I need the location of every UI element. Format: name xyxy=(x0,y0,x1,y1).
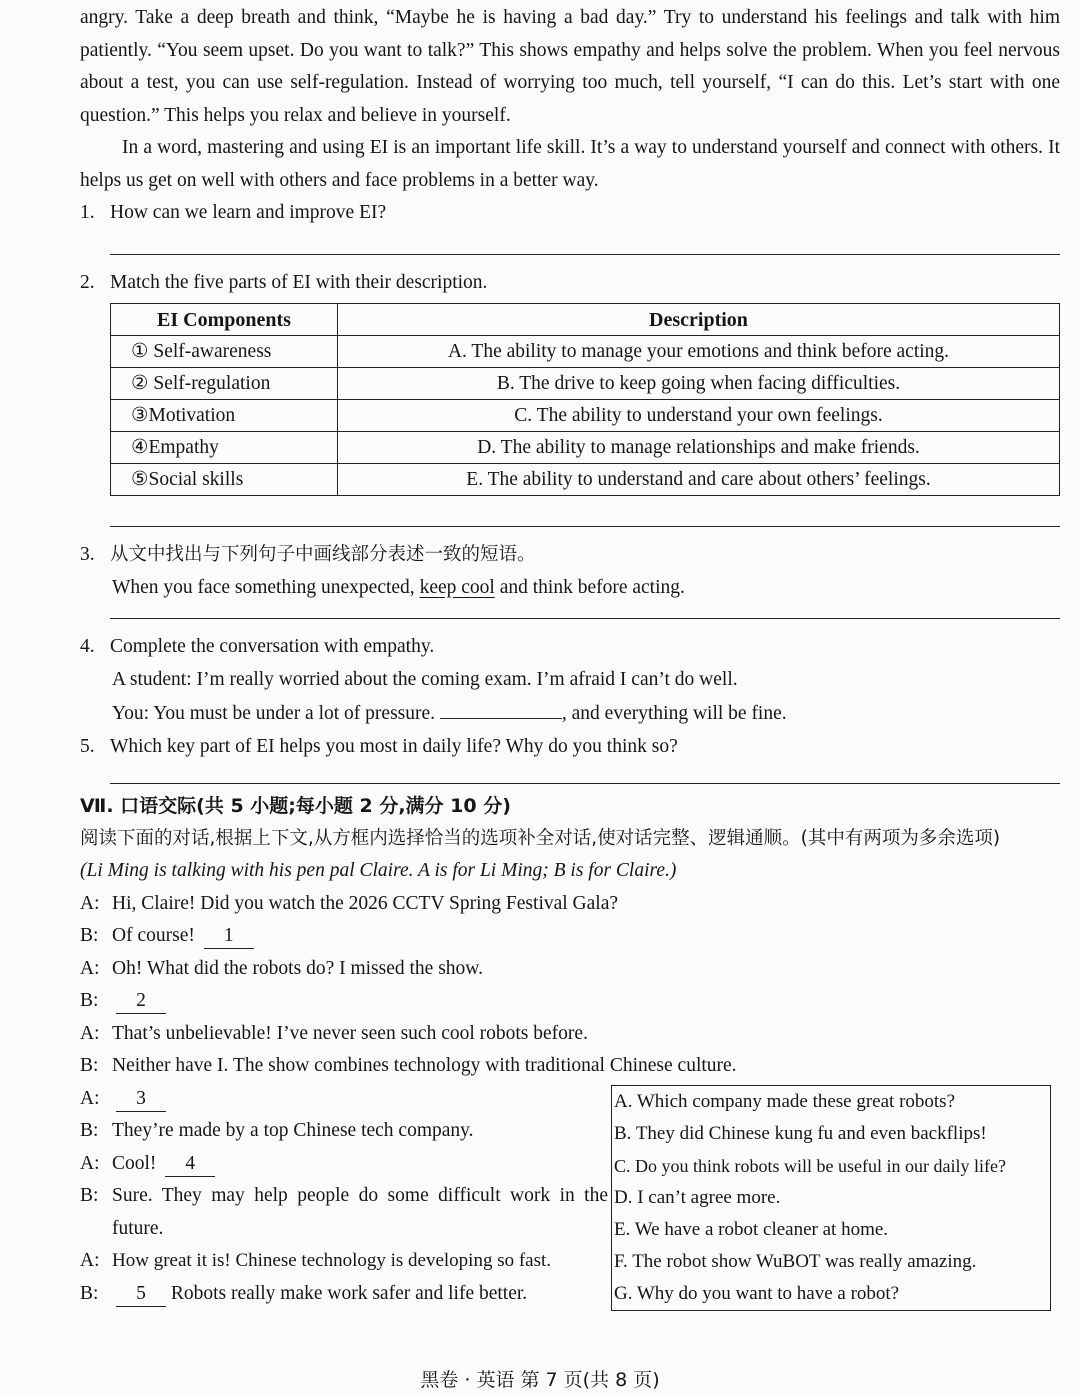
blank-5[interactable]: 5 xyxy=(116,1282,166,1307)
question-text: Complete the conversation with empathy. xyxy=(110,636,435,657)
question-3 xyxy=(80,539,1060,572)
description-cell: C. The ability to understand your own feelings. xyxy=(338,400,1060,432)
question-number: 5. xyxy=(80,735,95,757)
answer-line-1[interactable] xyxy=(110,254,1060,255)
question-text: 从文中找出与下列句子中画线部分表述一致的短语。 xyxy=(110,544,536,565)
conversation-line-2 xyxy=(112,696,1060,731)
question-4 xyxy=(80,631,1060,664)
passage-paragraph-2: In a word, mastering and using EI is an important life skill. It’s a way to understand yourself and connect with others. It helps us get on well with others and face problems in a better way. xyxy=(80,137,1060,191)
blank-3[interactable]: 3 xyxy=(116,1087,166,1112)
option-g[interactable]: G. Why do you want to have a robot? xyxy=(614,1282,900,1304)
question-1 xyxy=(80,197,1060,230)
dialogue-left xyxy=(80,1083,608,1311)
speaker-label: A: xyxy=(80,1022,100,1044)
dialogue-text: Robots really make work safer and life better. xyxy=(170,1282,528,1304)
question-5 xyxy=(80,731,1060,764)
dialogue-line xyxy=(80,985,1060,1018)
speaker-label: A: xyxy=(80,892,100,914)
blank-4[interactable]: 4 xyxy=(165,1152,215,1177)
speaker-label: B: xyxy=(80,1185,99,1206)
sentence-before: When you face something unexpected, xyxy=(112,576,415,598)
description-cell: E. The ability to understand and care about others’ feelings. xyxy=(338,464,1060,496)
question-number: 1. xyxy=(80,202,95,223)
answer-line-3[interactable] xyxy=(110,618,1060,619)
question-2 xyxy=(80,267,1060,300)
dialogue-line xyxy=(80,953,1060,986)
option-f[interactable]: F. The robot show WuBOT was really amazing. xyxy=(614,1250,977,1272)
dialogue-text: Hi, Claire! Did you watch the 2026 CCTV Spring Festival Gala? xyxy=(112,892,619,914)
option-e[interactable]: E. We have a robot cleaner at home. xyxy=(614,1218,889,1240)
option-a[interactable]: A. Which company made these great robots? xyxy=(614,1090,956,1112)
component-cell: ③Motivation xyxy=(111,400,338,432)
answer-line-2[interactable] xyxy=(110,526,1060,527)
component-cell: ② Self-regulation xyxy=(111,368,338,400)
section-7-instructions: 阅读下面的对话,根据上下文,从方框内选择恰当的选项补全对话,使对话完整、逻辑通顺。(其中有两项为多余选项) xyxy=(80,827,1001,849)
page-footer: 黑卷 · 英语 第 7 页(共 8 页) xyxy=(420,1369,660,1391)
blank-1[interactable]: 1 xyxy=(204,924,254,949)
question-number: 3. xyxy=(80,544,95,565)
option-d[interactable]: D. I can’t agree more. xyxy=(614,1186,781,1208)
dialogue-text: Cool! xyxy=(112,1152,157,1174)
description-cell: A. The ability to manage your emotions and think before acting. xyxy=(338,336,1060,368)
component-cell: ④Empathy xyxy=(111,432,338,464)
dialogue-text: How great it is! Chinese technology is developing so fast. xyxy=(112,1250,552,1271)
dialogue-line xyxy=(80,1148,608,1181)
table-row xyxy=(111,432,1060,464)
dialogue-text: Of course! xyxy=(112,925,195,946)
option-c[interactable]: C. Do you think robots will be useful in our daily life? xyxy=(614,1155,1006,1176)
speaker-label: A: xyxy=(80,1152,100,1174)
dialogue-line xyxy=(80,1050,1060,1083)
dialogue-text: They’re made by a top Chinese tech company. xyxy=(112,1120,474,1141)
speaker-label: A: xyxy=(80,957,100,979)
options-box xyxy=(611,1085,1051,1311)
table-row xyxy=(111,400,1060,432)
option-b[interactable]: B. They did Chinese kung fu and even backflips! xyxy=(614,1122,987,1144)
sentence-after: and think before acting. xyxy=(499,576,685,598)
speaker-label: B: xyxy=(80,1120,99,1141)
speaker-label: B: xyxy=(80,1282,99,1304)
dialogue-line xyxy=(80,888,1060,921)
question-text: Match the five parts of EI with their description. xyxy=(110,271,488,293)
dialogue-line xyxy=(80,920,1060,953)
speaker-label: B: xyxy=(80,925,99,946)
question-number: 2. xyxy=(80,271,95,293)
dialogue-text: Neither have I. The show combines technology with traditional Chinese culture. xyxy=(112,1055,737,1076)
question-text: Which key part of EI helps you most in daily life? Why do you think so? xyxy=(110,735,678,757)
question-text: How can we learn and improve EI? xyxy=(110,202,387,223)
question-number: 4. xyxy=(80,636,95,657)
question-3-sentence xyxy=(112,572,1060,605)
dialogue-line xyxy=(80,1278,608,1311)
answer-line-5[interactable] xyxy=(110,783,1060,784)
passage-paragraph-1: angry. Take a deep breath and think, “Maybe he is having a bad day.” Try to understand his feelings and talk with him patiently. “You seem upset. Do you want to talk?” This shows empathy and helps solve the problem. When you feel nervous about a test, you can use self-regulation. Instead of worrying too much, tell yourself, “I can do this. Let’s start with one question.” This helps you relax and believe in yourself. xyxy=(80,7,1060,126)
speaker-label: B: xyxy=(80,990,99,1011)
table-row xyxy=(111,464,1060,496)
dialogue-line xyxy=(80,1115,608,1148)
component-cell: ⑤Social skills xyxy=(111,464,338,496)
dialogue-text: Sure. They may help people do some difficult work in the future. xyxy=(112,1185,608,1239)
table-row xyxy=(111,336,1060,368)
conversation-line-1: A student: I’m really worried about the coming exam. I’m afraid I can’t do well. xyxy=(112,668,738,690)
dialogue-line xyxy=(80,1245,608,1278)
section-7-title: Ⅶ. 口语交际(共 5 小题;每小题 2 分,满分 10 分) xyxy=(80,795,511,817)
speaker-label: A: xyxy=(80,1087,100,1109)
ei-components-table xyxy=(110,303,1060,496)
exam-page xyxy=(80,2,1060,1313)
component-cell: ① Self-awareness xyxy=(111,336,338,368)
fill-in-blank[interactable] xyxy=(440,696,562,719)
description-cell: B. The drive to keep going when facing difficulties. xyxy=(338,368,1060,400)
dialogue-text: Oh! What did the robots do? I missed the show. xyxy=(112,957,483,979)
speaker-label: B: xyxy=(80,1055,99,1076)
dialogue-line xyxy=(80,1180,608,1245)
table-row xyxy=(111,368,1060,400)
line-before: You: You must be under a lot of pressure. xyxy=(112,703,436,724)
line-after: , and everything will be fine. xyxy=(561,703,787,724)
dialogue-line xyxy=(80,1083,608,1116)
underlined-phrase: keep cool xyxy=(419,576,495,598)
dialogue-with-options xyxy=(80,1083,1060,1313)
dialogue-top xyxy=(80,888,1060,1083)
dialogue-text: That’s unbelievable! I’ve never seen such cool robots before. xyxy=(112,1022,588,1044)
description-cell: D. The ability to manage relationships and make friends. xyxy=(338,432,1060,464)
speaker-label: A: xyxy=(80,1250,100,1271)
dialogue-context: (Li Ming is talking with his pen pal Claire. A is for Li Ming; B is for Claire.) xyxy=(80,860,677,881)
table-header-components: EI Components xyxy=(111,304,338,336)
dialogue-line xyxy=(80,1018,1060,1051)
table-header-description: Description xyxy=(338,304,1060,336)
blank-2[interactable]: 2 xyxy=(116,989,166,1014)
